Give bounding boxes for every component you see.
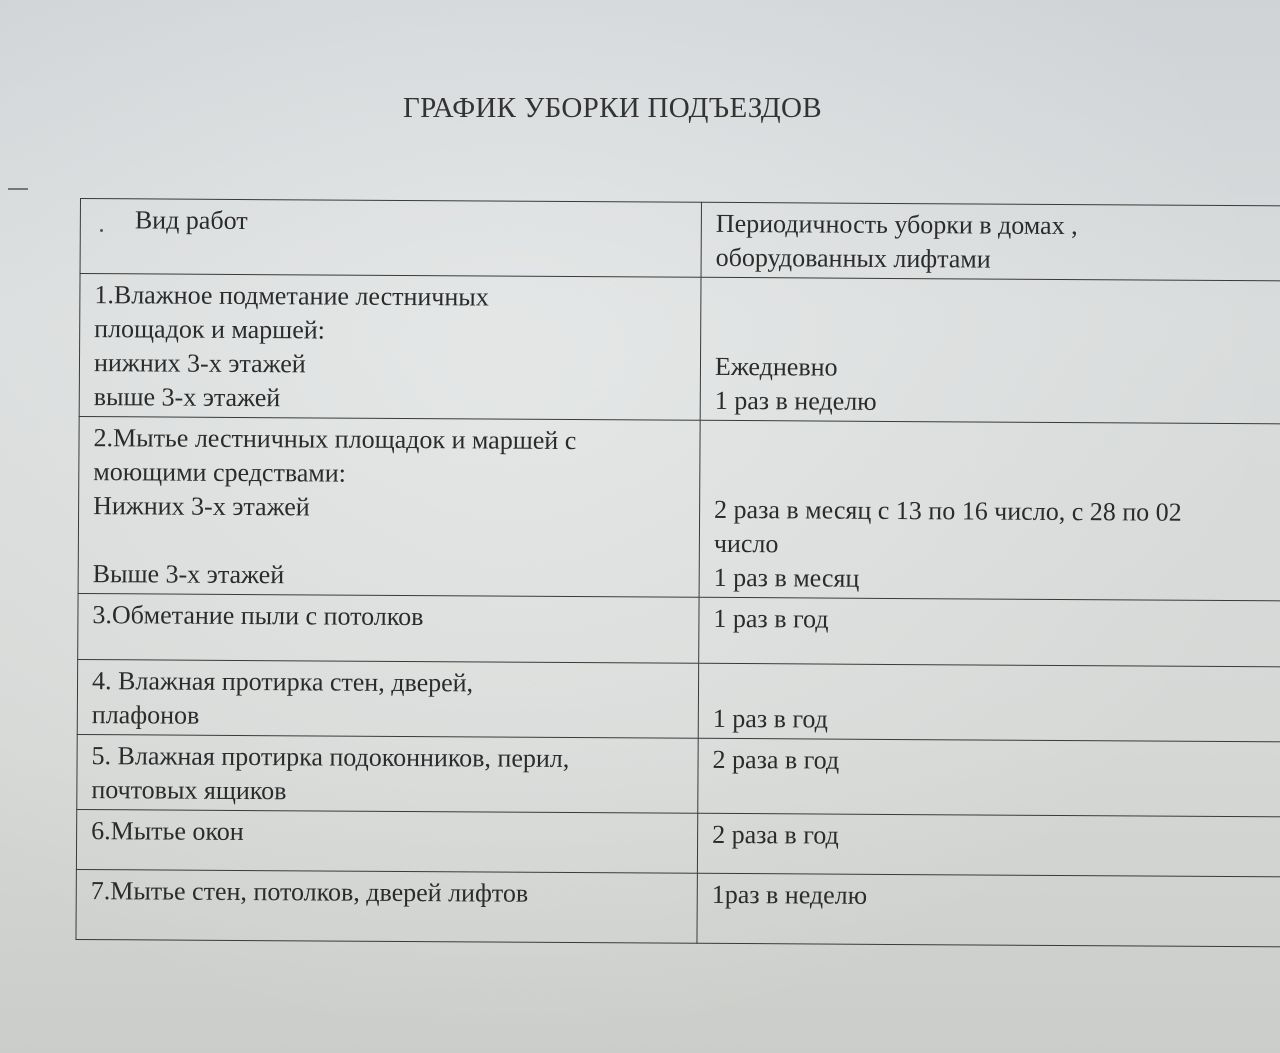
table-row <box>77 659 1280 741</box>
header-frequency: Периодичность уборки в домах , оборудованных лифтами <box>701 202 1280 281</box>
table-row <box>76 809 1280 876</box>
table-row <box>78 593 1280 666</box>
table-row <box>77 734 1280 816</box>
page-title: ГРАФИК УБОРКИ ПОДЪЕЗДОВ <box>403 92 822 124</box>
work-cell: 5. Влажная протирка подоконников, перил, почтовых ящиков <box>77 734 698 813</box>
work-cell: 1.Влажное подметание лестничных площадок и маршей: нижних 3-х этажей выше 3-х этажей <box>79 274 701 421</box>
table-row <box>78 416 1280 600</box>
work-cell: 6.Мытье окон <box>76 809 697 873</box>
frequency-cell: 1 раз в год <box>699 597 1280 667</box>
frequency-cell: 1 раз в год <box>698 663 1280 742</box>
table-row <box>79 274 1280 424</box>
table-header-row <box>80 199 1280 281</box>
header-work-type: Вид работ <box>80 199 701 278</box>
cleaning-schedule-table <box>75 198 1280 947</box>
work-cell: 2.Мытье лестничных площадок и маршей с моющими средствами: Нижних 3-х этажей Выше 3-х этажей <box>78 416 700 597</box>
work-cell: 3.Обметание пыли с потолков <box>78 593 699 663</box>
frequency-cell: 2 раза в месяц с 13 по 16 число, с 28 по 02 число 1 раз в месяц <box>699 420 1280 601</box>
work-cell: 4. Влажная протирка стен, дверей, плафонов <box>77 659 698 738</box>
work-cell: 7.Мытье стен, потолков, дверей лифтов <box>76 869 697 943</box>
table-row <box>76 869 1280 946</box>
frequency-cell: 2 раза в год <box>698 738 1280 817</box>
frequency-cell: 2 раза в год <box>697 813 1280 877</box>
edge-mark <box>8 188 28 190</box>
frequency-cell: Ежедневно 1 раз в неделю <box>700 277 1280 424</box>
frequency-cell: 1раз в неделю <box>697 873 1280 947</box>
